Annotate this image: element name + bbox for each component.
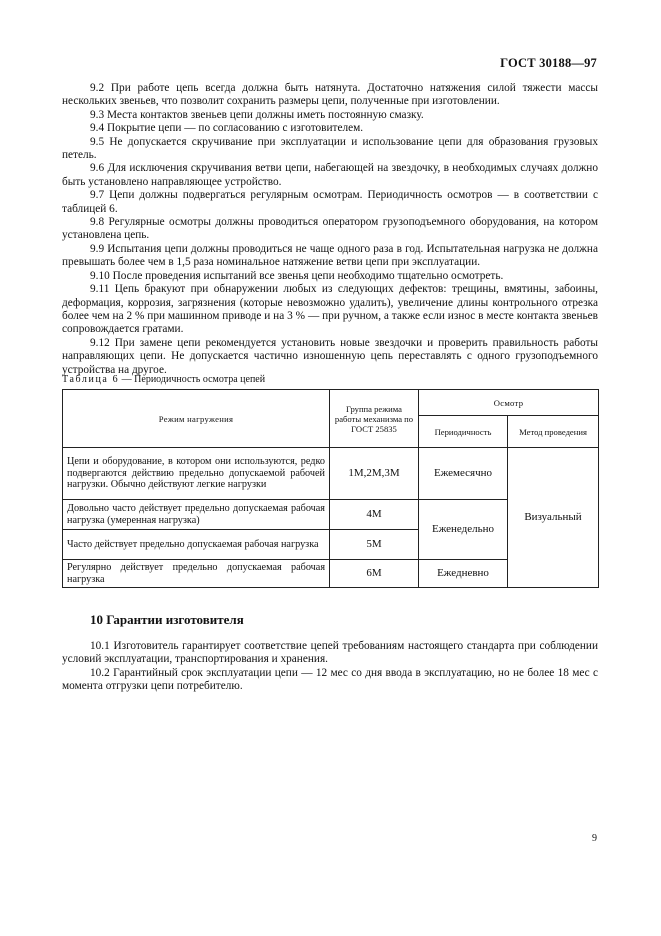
header-group: Группа режима работы механизма по ГОСТ 25835 (330, 390, 419, 448)
section-10-title: 10 Гарантии изготовителя (90, 612, 244, 627)
paragraph-9-2: 9.2 При работе цепь всегда должна быть натянута. Достаточно натяжения силой тяжести массы нескольких звеньев, что позволит сохранить размеры цепи, полученные при изготовлении. (62, 82, 598, 108)
section-10-text (62, 640, 598, 694)
inspection-table (62, 389, 599, 588)
paragraph-9-9: 9.9 Испытания цепи должны проводиться не чаще одного раза в год. Испытательная нагрузка не должна превышать более чем в 1,5 раза номинальное натяжение ветви цепи при эксплуатации. (62, 242, 598, 269)
paragraph-9-4: 9.4 Покрытие цепи — по согласованию с изготовителем. (90, 122, 364, 135)
standard-code: ГОСТ 30188—97 (500, 56, 597, 70)
header-inspection: Осмотр (419, 390, 599, 416)
cell-mode: Довольно часто действует предельно допускаемая рабочая нагрузка (умеренная нагрузка) (63, 500, 330, 530)
paragraph-9-10: 9.10 После проведения испытаний все звенья цепи необходимо тщательно осмотреть. (90, 269, 504, 282)
cell-period: Еженедельно (419, 500, 508, 560)
cell-period: Ежемесячно (419, 448, 508, 500)
section-9-text (62, 82, 598, 377)
table-caption-text: — Периодичность осмотра цепей (119, 374, 266, 385)
cell-mode: Часто действует предельно допускаемая рабочая нагрузка (63, 530, 330, 560)
cell-period: Ежедневно (419, 560, 508, 588)
cell-group: 6M (330, 560, 419, 588)
table-caption (62, 374, 265, 385)
cell-group: 5M (330, 530, 419, 560)
paragraph-9-5: 9.5 Не допускается скручивание при эксплуатации и использование цепи для образования грузовых петель. (62, 135, 598, 162)
paragraph-9-3: 9.3 Места контактов звеньев цепи должны иметь постоянную смазку. (90, 108, 424, 121)
cell-method: Визуальный (508, 448, 599, 588)
page-number: 9 (592, 833, 597, 844)
cell-mode: Цепи и оборудование, в котором они используются, редко подвергаются действию предельно допускаемой рабочей нагрузки. Обычно действуют легкие нагрузки (63, 448, 330, 500)
paragraph-9-12: 9.12 При замене цепи рекомендуется установить новые звездочки и проверить правильность работы направляющих цепи. Не допускается частично изношенную цепь переставлять с одного грузоподъемного устройства на другое. (62, 336, 598, 376)
cell-group: 1M,2M,3M (330, 448, 419, 500)
header-period: Периодичность (419, 416, 508, 448)
cell-group: 4M (330, 500, 419, 530)
paragraph-9-11: 9.11 Цепь бракуют при обнаружении любых из следующих дефектов: трещины, вмятины, забоины, деформация, коррозия, загрязнения (которые невозможно удалить), увеличение длины контрольного отрезка более чем на 2 % при машинном приводе и на 3 % — при ручном, а также если износ в месте контакта звеньев сопровождается гратами. (62, 283, 598, 336)
paragraph-10-1: 10.1 Изготовитель гарантирует соответствие цепей требованиям настоящего стандарта при соблюдении условий эксплуатации, транспортирования и хранения. (62, 640, 598, 666)
cell-mode: Регулярно действует предельно допускаемая рабочая нагрузка (63, 560, 330, 588)
paragraph-9-8: 9.8 Регулярные осмотры должны проводиться оператором грузоподъемного оборудования, на котором установлена цепь. (62, 216, 598, 242)
paragraph-10-2: 10.2 Гарантийный срок эксплуатации цепи — 12 мес со дня ввода в эксплуатацию, но не более 18 мес с момента отгрузки цепи потребителю. (62, 666, 598, 693)
paragraph-9-6: 9.6 Для исключения скручивания ветви цепи, набегающей на звездочку, в необходимых случаях должно быть установлено направляющее устройство. (62, 162, 598, 188)
table-caption-label: Таблица 6 (62, 374, 120, 385)
header-method: Метод проведения (508, 416, 599, 448)
table-row (63, 448, 599, 500)
header-mode: Режим нагружения (63, 390, 330, 448)
paragraph-9-7: 9.7 Цепи должны подвергаться регулярным осмотрам. Периодичность осмотров — в соответствии с таблицей 6. (62, 189, 598, 215)
